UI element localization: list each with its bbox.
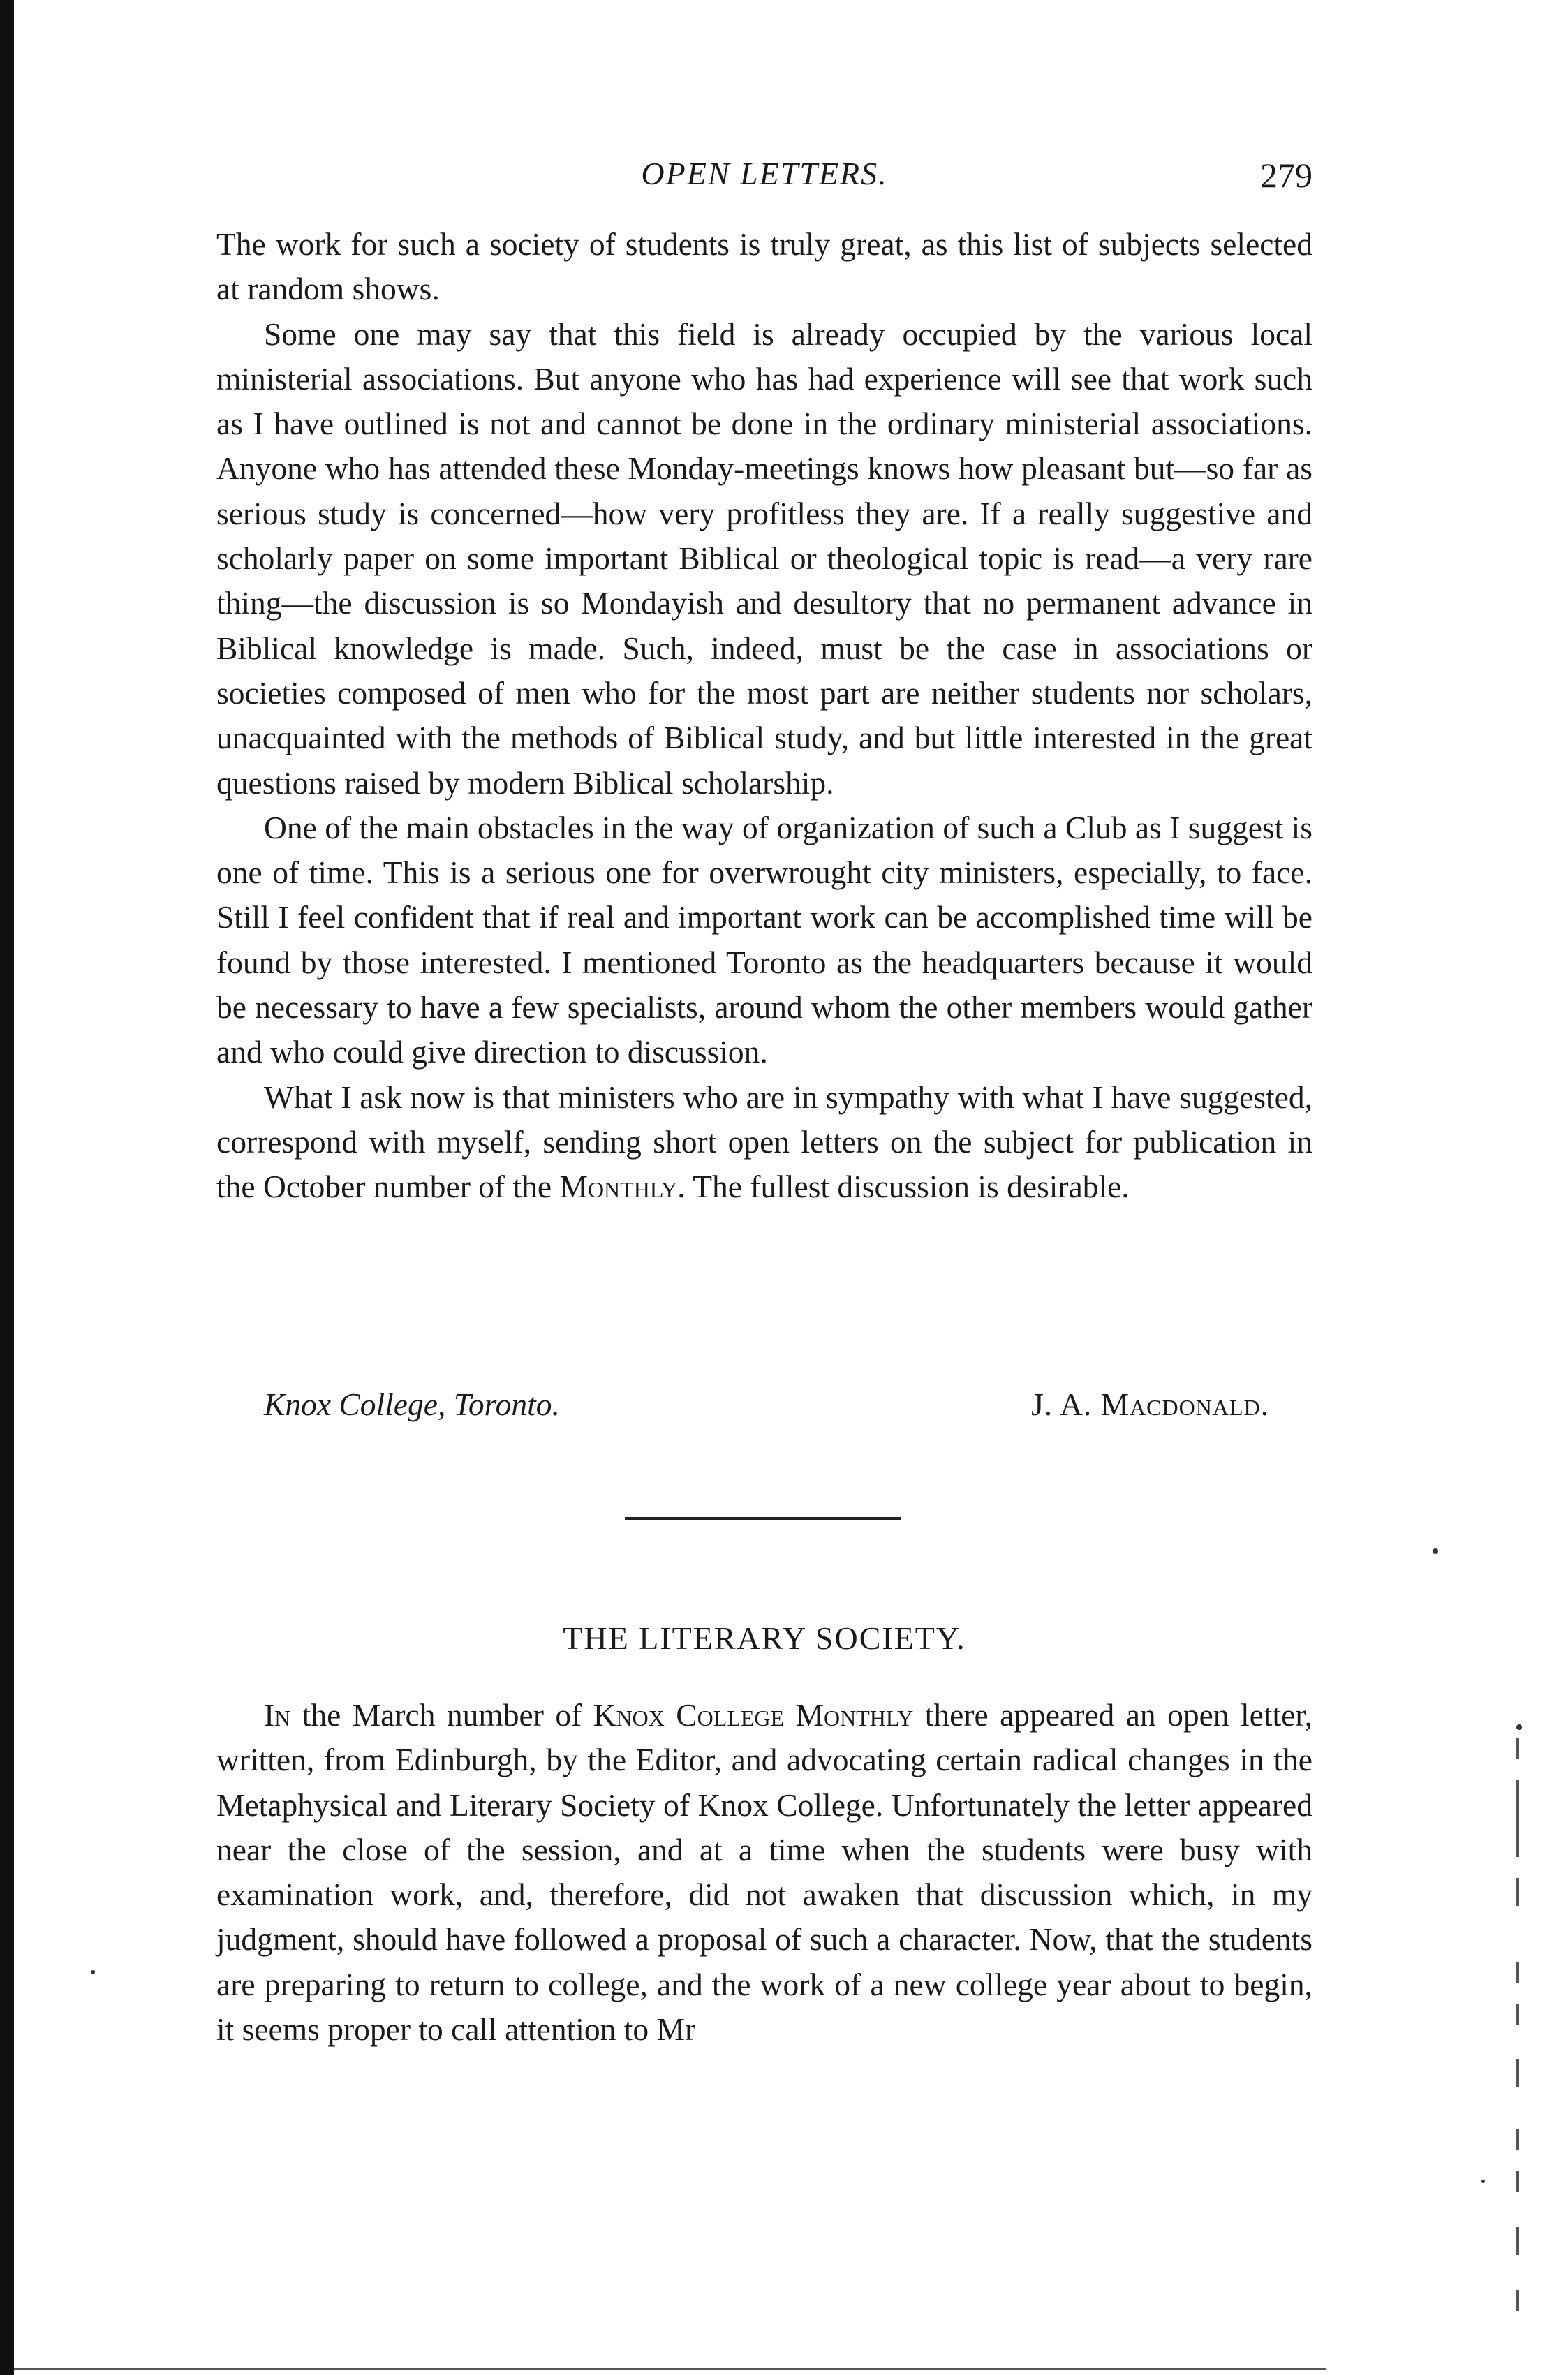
letter-paragraph-4-lead: What I ask now is that ministers who are in sympathy with what I have suggested, correspond with myself, sending short open letters on the subject for publication in the October number of the <box>216 1079 1312 1205</box>
journal-title: Knox College Monthly <box>593 1697 914 1733</box>
section-body <box>216 1693 1312 2052</box>
running-head <box>216 155 1312 204</box>
section-heading: THE LITERARY SOCIETY. <box>563 1620 966 1656</box>
letter-paragraph-3: One of the main obstacles in the way of organization of such a Club as I suggest is one of time. This is a serious one for overwrought city ministers, especially, to face. Still I feel confident that if real and important work can be accomplished time will be found by those interested. I mentioned Toronto as the headquarters because it would be necessary to have a few specialists, around whom the other members would gather and who could give direction to discussion. <box>216 809 1312 1070</box>
signature-place: Knox College, Toronto. <box>264 1386 560 1422</box>
running-title: OPEN LETTERS. <box>641 156 888 191</box>
scan-speck <box>91 1970 95 1974</box>
letter-paragraph-4 <box>216 1075 1312 1210</box>
letter-signature <box>264 1386 1269 1435</box>
letter-body <box>216 222 1312 1210</box>
letter-paragraph-2: Some one may say that this field is already occupied by the various local ministerial associations. But anyone who has had experience will see that work such as I have outlined is not and cannot be done in the ordinary ministerial associations. Anyone who has attended these Monday-meetings knows how pleasant but—so far as serious study is concerned—how very profitless they are. If a really suggestive and scholarly paper on some important Biblical or theological topic is read—a very rare thing—the discussion is so Mondayish and desultory that no permanent advance in Biblical knowledge is made. Such, indeed, must be the case in associations or societies composed of men who for the most part are neither students nor scholars, unacquainted with the methods of Biblical study, and but little interested in the great questions raised by modern Biblical scholarship. <box>216 316 1312 801</box>
section-paragraph-1 <box>216 1693 1312 2052</box>
monthly-title: Monthly <box>559 1169 678 1205</box>
page-number: 279 <box>1260 156 1312 195</box>
letter-paragraph-1: The work for such a society of students is truly great, as this list of subjects selected at random shows. <box>216 226 1312 307</box>
page-binding-edge <box>0 0 14 2375</box>
scan-speck <box>1433 1548 1438 1554</box>
section-dropcap: In <box>264 1697 291 1733</box>
section-body-text: there appeared an open letter, written, from Edinburgh, by the Editor, and advocating certain radical changes in the Metaphysical and Literary Society of Knox College. Unfortunately the letter appeared near the close of the session, and at a time when the students were busy with examination work, and, therefore, did not awaken that discussion which, in my judgment, should have followed a proposal of such a character. Now, that the students are preparing to return to college, and the work of a new college year about to begin, it seems proper to call attention to Mr <box>216 1697 1313 2048</box>
margin-scan-marks <box>1516 1738 1551 2353</box>
section-lead: the March number of <box>290 1697 593 1733</box>
letter-paragraph-4-tail: . The fullest discussion is desirable. <box>677 1169 1130 1205</box>
scan-speck <box>1481 2180 1485 2183</box>
signature-author: J. A. Macdonald. <box>1031 1386 1269 1422</box>
section-divider <box>625 1517 901 1520</box>
bottom-edge-rule <box>14 2368 1326 2370</box>
scan-speck <box>1516 1724 1522 1730</box>
